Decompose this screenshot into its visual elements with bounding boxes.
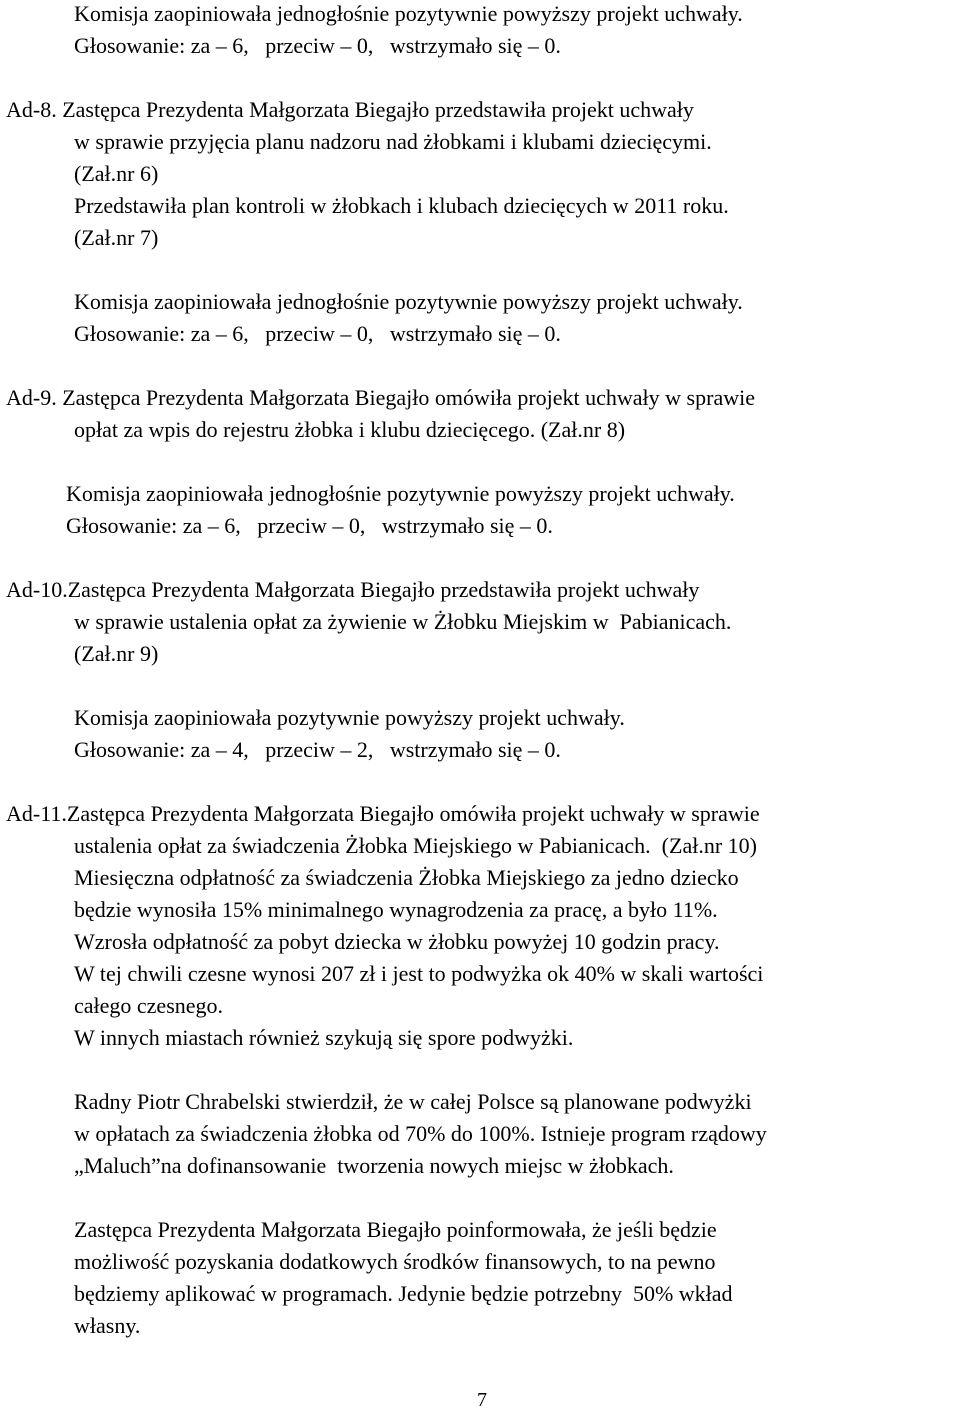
text-line: Komisja zaopiniowała jednogłośnie pozytywnie powyższy projekt uchwały. xyxy=(74,1,743,26)
text-line: Głosowanie: za – 6, przeciw – 0, wstrzymało się – 0. xyxy=(74,321,561,346)
text-line: Miesięczna odpłatność za świadczenia Żłobka Miejskiego za jedno dziecko xyxy=(74,865,739,890)
text-line: Ad-11.Zastępca Prezydenta Małgorzata Biegajło omówiła projekt uchwały w sprawie xyxy=(6,801,760,826)
text-line: w opłatach za świadczenia żłobka od 70% do 100%. Istnieje program rządowy xyxy=(74,1121,767,1146)
text-line: (Zał.nr 6) xyxy=(74,161,159,186)
text-line: Ad-9. Zastępca Prezydenta Małgorzata Biegajło omówiła projekt uchwały w sprawie xyxy=(6,385,755,410)
text-line: możliwość pozyskania dodatkowych środków finansowych, to na pewno xyxy=(74,1249,716,1274)
text-line: (Zał.nr 9) xyxy=(74,641,159,666)
text-line: Głosowanie: za – 6, przeciw – 0, wstrzymało się – 0. xyxy=(74,33,561,58)
text-line: Ad-10.Zastępca Prezydenta Małgorzata Biegajło przedstawiła projekt uchwały xyxy=(6,577,700,602)
text-line: Radny Piotr Chrabelski stwierdził, że w całej Polsce są planowane podwyżki xyxy=(74,1089,752,1114)
text-line: całego czesnego. xyxy=(74,993,224,1018)
text-line: Wzrosła odpłatność za pobyt dziecka w żłobku powyżej 10 godzin pracy. xyxy=(74,929,720,954)
text-line: własny. xyxy=(74,1313,141,1338)
text-line: (Zał.nr 7) xyxy=(74,225,159,250)
text-line: W innych miastach również szykują się spore podwyżki. xyxy=(74,1025,574,1050)
text-line: Komisja zaopiniowała jednogłośnie pozytywnie powyższy projekt uchwały. xyxy=(66,481,735,506)
text-line: opłat za wpis do rejestru żłobka i klubu dziecięcego. (Zał.nr 8) xyxy=(74,417,626,442)
text-line: Komisja zaopiniowała jednogłośnie pozytywnie powyższy projekt uchwały. xyxy=(74,289,743,314)
text-line: Zastępca Prezydenta Małgorzata Biegajło poinformowała, że jeśli będzie xyxy=(74,1217,717,1242)
text-line: ustalenia opłat za świadczenia Żłobka Miejskiego w Pabianicach. (Zał.nr 10) xyxy=(74,833,757,858)
text-line: „Maluch”na dofinansowanie tworzenia nowych miejsc w żłobkach. xyxy=(74,1153,674,1178)
text-line: Głosowanie: za – 4, przeciw – 2, wstrzymało się – 0. xyxy=(74,737,561,762)
text-line: Ad-8. Zastępca Prezydenta Małgorzata Biegajło przedstawiła projekt uchwały xyxy=(6,97,694,122)
text-line: W tej chwili czesne wynosi 207 zł i jest to podwyżka ok 40% w skali wartości xyxy=(74,961,764,986)
text-line: Przedstawiła plan kontroli w żłobkach i klubach dziecięcych w 2011 roku. xyxy=(74,193,729,218)
text-line: Głosowanie: za – 6, przeciw – 0, wstrzymało się – 0. xyxy=(66,513,553,538)
page-number: 7 xyxy=(477,1389,487,1411)
text-line: Komisja zaopiniowała pozytywnie powyższy projekt uchwały. xyxy=(74,705,625,730)
text-line: będziemy aplikować w programach. Jedynie będzie potrzebny 50% wkład xyxy=(74,1281,733,1306)
text-line: w sprawie ustalenia opłat za żywienie w Żłobku Miejskim w Pabianicach. xyxy=(74,609,732,634)
text-line: będzie wynosiła 15% minimalnego wynagrodzenia za pracę, a było 11%. xyxy=(74,897,718,922)
text-line: w sprawie przyjęcia planu nadzoru nad żłobkami i klubami dziecięcymi. xyxy=(74,129,712,154)
